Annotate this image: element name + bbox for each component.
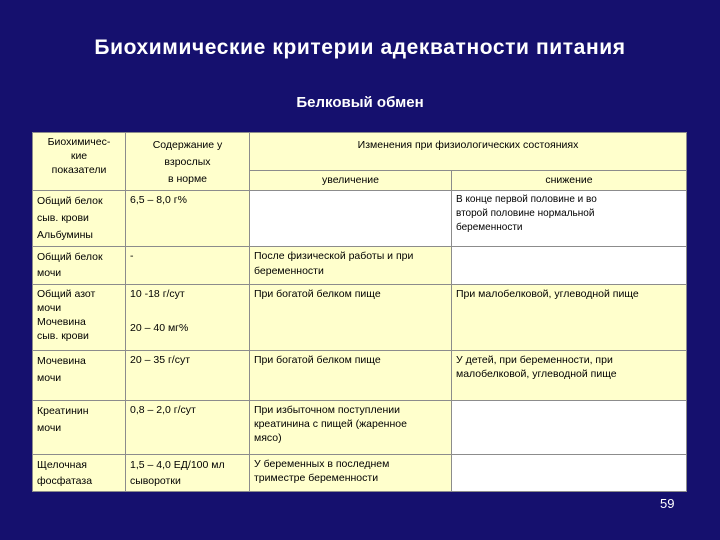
table-row [33, 455, 687, 492]
cell-indicator: Щелочная фосфатаза [33, 455, 126, 492]
header-indicators: Биохимичес- кие показатели [33, 133, 126, 191]
cell-indicator: Общий белок мочи [33, 247, 126, 285]
cell-increase: У беременных в последнем триместре беременности [250, 455, 452, 492]
cell-norm: 0,8 – 2,0 г/сут [126, 401, 250, 455]
header-increase: увеличение [250, 171, 452, 191]
cell-increase: При богатой белком пище [250, 351, 452, 401]
norm-value-nitrogen: 10 -18 г/сут [130, 288, 185, 300]
norm-value-urea: 20 – 40 мг% [130, 322, 189, 334]
header-norm: Содержание у взрослых в норме [126, 133, 250, 191]
cell-norm: 1,5 – 4,0 ЕД/100 мл сыворотки [126, 455, 250, 492]
table-row [33, 401, 687, 455]
slide-title: Биохимические критерии адекватности питания [94, 36, 626, 59]
cell-norm: 6,5 – 8,0 г% [126, 191, 250, 247]
cell-norm: - [126, 247, 250, 285]
cell-indicator: Мочевина мочи [33, 351, 126, 401]
page-number: 59 [660, 496, 675, 511]
criteria-table [32, 132, 687, 492]
table-row [33, 351, 687, 401]
table-row [33, 285, 687, 351]
cell-indicator: Креатинин мочи [33, 401, 126, 455]
cell-increase: После физической работы и при беременности [250, 247, 452, 285]
cell-decrease: В конце первой половине и во второй половине нормальной беременности [452, 191, 687, 247]
cell-decrease: При малобелковой, углеводной пище [452, 285, 687, 351]
cell-increase: При богатой белком пище [250, 285, 452, 351]
cell-norm: 20 – 35 г/сут [126, 351, 250, 401]
cell-indicator: Общий белок сыв. крови Альбумины [33, 191, 126, 247]
cell-increase [250, 191, 452, 247]
table-row [33, 247, 687, 285]
slide-subtitle: Белковый обмен [296, 94, 424, 111]
cell-decrease [452, 401, 687, 455]
cell-decrease: У детей, при беременности, при малобелковой, углеводной пище [452, 351, 687, 401]
cell-indicator: Общий азот мочи Мочевина сыв. крови [33, 285, 126, 351]
cell-decrease [452, 455, 687, 492]
cell-decrease [452, 247, 687, 285]
header-changes: Изменения при физиологических состояниях [250, 133, 687, 171]
header-decrease: снижение [452, 171, 687, 191]
cell-increase: При избыточном поступлении креатинина с пищей (жаренное мясо) [250, 401, 452, 455]
table-row [33, 191, 687, 247]
cell-norm [126, 285, 250, 351]
